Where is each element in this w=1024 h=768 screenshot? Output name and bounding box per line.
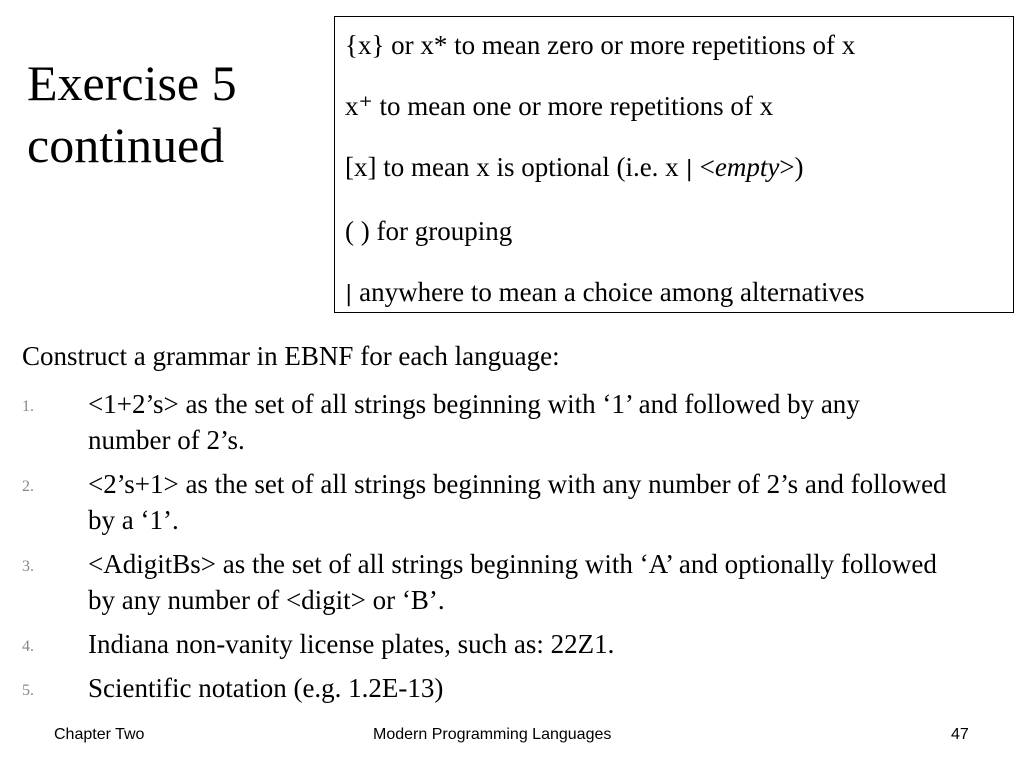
footer-course-title: Modern Programming Languages [373, 726, 612, 743]
list-item-text: <AdigitBs> as the set of all strings beginning with ‘A’ and optionally followed by any number of <digit> or ‘B’. [88, 549, 937, 615]
list-item-text: Indiana non-vanity license plates, such as: 22Z1. [88, 629, 615, 659]
slide-title: Exercise 5 continued [27, 55, 237, 173]
list-item-number: 5. [22, 682, 34, 699]
notation-box [334, 16, 1014, 313]
notation-optional-text: [x] to mean x is optional (i.e. x [345, 152, 686, 182]
list-item-text: <2’s+1> as the set of all strings beginning with any number of 2’s and followed by a ‘1’. [88, 469, 947, 535]
list-item-number: 3. [22, 558, 34, 575]
list-item [0, 626, 1024, 662]
footer-page-number: 47 [951, 726, 969, 743]
exercise-list [0, 386, 1024, 714]
notation-optional-empty: empty [714, 152, 780, 182]
notation-zero-or-more: {x} or x* to mean zero or more repetitions of x [345, 30, 856, 60]
notation-optional-close: >) [779, 152, 804, 182]
notation-one-or-more: x⁺ to mean one or more repetitions of x [345, 91, 774, 121]
list-item-text: Scientific notation (e.g. 1.2E-13) [88, 673, 444, 703]
list-item-number: 4. [22, 638, 34, 655]
list-item [0, 546, 1024, 618]
notation-optional-open: < [692, 152, 715, 182]
list-item [0, 386, 1024, 458]
list-item-number: 2. [22, 478, 34, 495]
list-item-number: 1. [22, 398, 34, 415]
exercise-intro: Construct a grammar in EBNF for each language: [22, 341, 560, 371]
notation-alternatives [345, 276, 1013, 311]
notation-alternatives-bar: | [345, 282, 353, 307]
list-item [0, 466, 1024, 538]
list-item [0, 670, 1024, 706]
list-item-text: <1+2’s> as the set of all strings beginning with ‘1’ and followed by any number of 2’s. [88, 389, 860, 455]
notation-optional [345, 151, 1013, 186]
footer-chapter: Chapter Two [54, 726, 145, 743]
notation-optional-bar: | [685, 157, 693, 182]
notation-alternatives-text: anywhere to mean a choice among alternatives [352, 277, 865, 307]
notation-grouping: ( ) for grouping [345, 216, 513, 246]
